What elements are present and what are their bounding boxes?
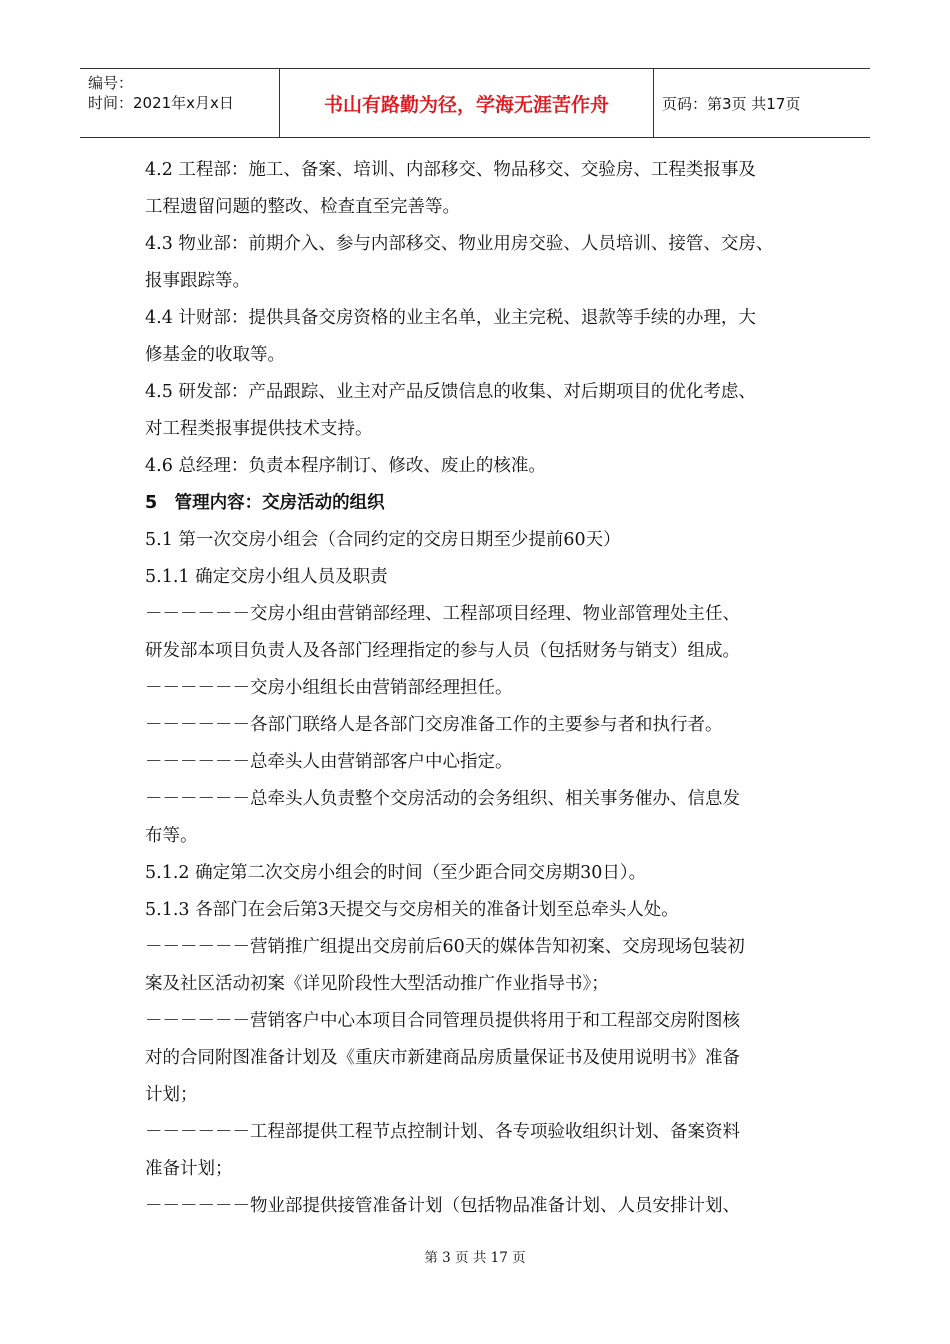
body-line: 对的合同附图准备计划及《重庆市新建商品房质量保证书及使用说明书》准备 [145,1048,740,1068]
body-line: 5.1.3 各部门在会后第3天提交与交房相关的准备计划至总牵头人处。 [145,900,679,920]
header-motto: 书山有路勤为径，学海无涯苦作舟 [280,69,654,137]
body-line: 工程遗留问题的整改、检查直至完善等。 [145,197,460,217]
page-header [80,68,870,138]
body-line: 4.6 总经理：负责本程序制订、修改、废止的核准。 [145,456,546,476]
body-line: －－－－－－交房小组由营销部经理、工程部项目经理、物业部管理处主任、 [145,604,740,624]
body-line: －－－－－－总牵头人负责整个交房活动的会务组织、相关事务催办、信息发 [145,789,740,809]
body-line: 对工程类报事提供技术支持。 [145,419,373,439]
body-line: －－－－－－工程部提供工程节点控制计划、各专项验收组织计划、备案资料 [145,1122,740,1142]
body-line: 准备计划； [145,1159,233,1179]
body-line: －－－－－－物业部提供接管准备计划（包括物品准备计划、人员安排计划、 [145,1196,740,1216]
header-page-info: 页码：第3页 共17页 [662,94,801,113]
body-line: 5.1.2 确定第二次交房小组会的时间（至少距合同交房期30日）。 [145,863,647,883]
document-body [145,152,810,1225]
section-heading: 5 管理内容：交房活动的组织 [145,493,385,513]
body-line: 计划； [145,1085,198,1105]
body-line: 布等。 [145,826,198,846]
body-line: 4.2 工程部：施工、备案、培训、内部移交、物品移交、交验房、工程类报事及 [145,160,756,180]
body-line: －－－－－－各部门联络人是各部门交房准备工作的主要参与者和执行者。 [145,715,723,735]
body-line: －－－－－－营销推广组提出交房前后60天的媒体告知初案、交房现场包装初 [145,937,745,957]
body-line: 5.1.1 确定交房小组人员及职责 [145,567,388,587]
body-line: 4.3 物业部：前期介入、参与内部移交、物业用房交验、人员培训、接管、交房、 [145,234,774,254]
header-left-cell [80,69,280,137]
body-line: 4.4 计财部：提供具备交房资格的业主名单，业主完税、退款等手续的办理，大 [145,308,756,328]
body-line: －－－－－－营销客户中心本项目合同管理员提供将用于和工程部交房附图核 [145,1011,740,1031]
body-line: －－－－－－总牵头人由营销部客户中心指定。 [145,752,513,772]
body-line: 4.5 研发部：产品跟踪、业主对产品反馈信息的收集、对后期项目的优化考虑、 [145,382,756,402]
body-line: 案及社区活动初案《详见阶段性大型活动推广作业指导书》； [145,974,609,994]
document-date: 时间：2021年x月x日 [88,94,234,112]
body-line: －－－－－－交房小组组长由营销部经理担任。 [145,678,513,698]
body-line: 报事跟踪等。 [145,271,250,291]
page-footer: 第 3 页 共 17 页 [424,1250,526,1266]
document-number: 编号： [88,74,134,92]
body-line: 研发部本项目负责人及各部门经理指定的参与人员（包括财务与销支）组成。 [145,641,740,661]
body-line: 5.1 第一次交房小组会（合同约定的交房日期至少提前60天） [145,530,621,550]
body-line: 修基金的收取等。 [145,345,285,365]
